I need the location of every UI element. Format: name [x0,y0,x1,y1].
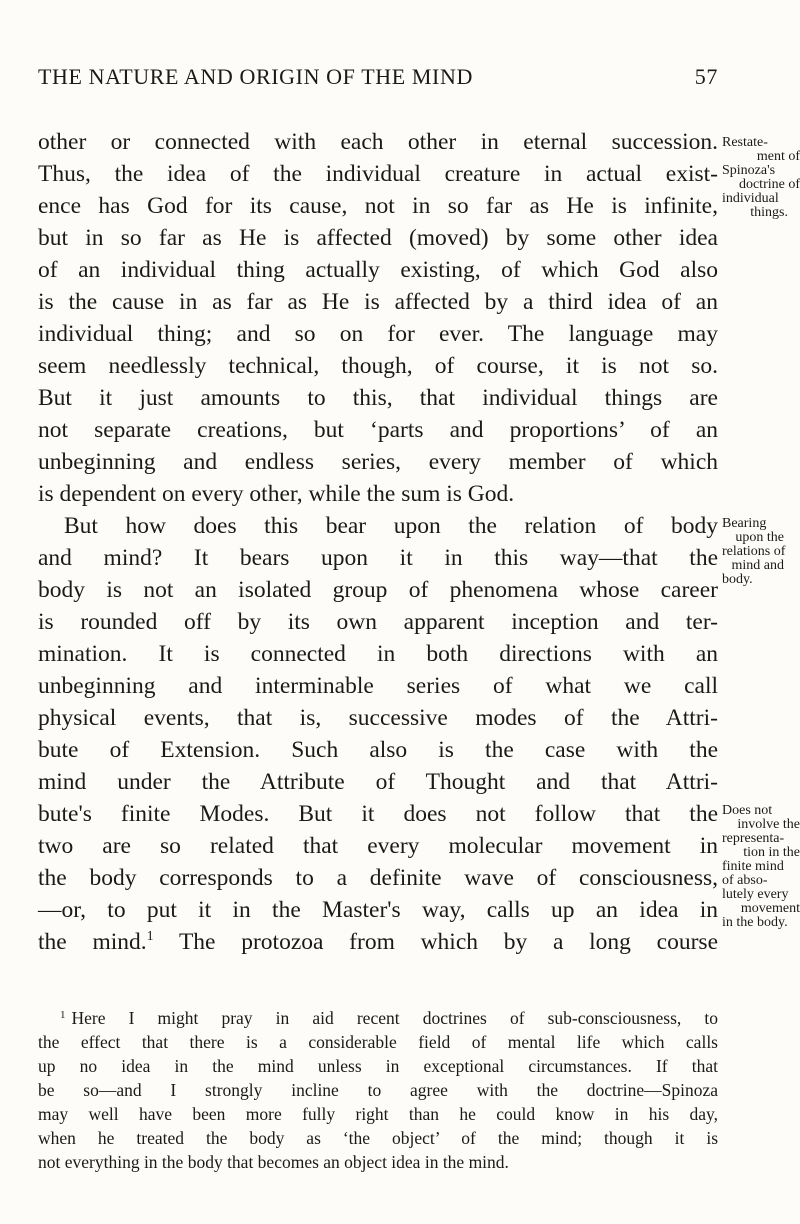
margin-note-line: tion in the [743,845,800,860]
margin-note-line: Restate- [722,135,768,150]
margin-note-line: doctrine of [738,177,800,192]
margin-note-line: movement [740,901,800,916]
text-line: is dependent on every other, while the sum is God. [38,481,515,507]
margin-note-line: representa- [722,831,785,846]
margin-note-restatement [722,136,800,220]
text-fragment: The protozoa from which by a long course [178,929,718,955]
text-line: the body corresponds to a definite wave of consciousness, [38,865,718,891]
margin-note-bearing [722,517,800,587]
text-fragment: the mind. [38,929,147,955]
text-line: but in so far as He is affected (moved) by some other idea [38,225,718,251]
text-line: bute of Extension. Such also is the case with the [38,737,718,763]
footnote-line: the effect that there is a considerable field of mental life which calls [38,1032,718,1052]
text-line: unbeginning and endless series, every member of which [38,449,718,475]
footnote-line: when he treated the body as ‘the object’ of the mind; though it is [38,1128,718,1148]
text-line: and mind? It bears upon it in this way—that the [38,545,718,571]
footnote-line [38,1006,718,1033]
text-line: mind under the Attribute of Thought and that Attri- [38,769,718,795]
footnote-text: Here I might pray in aid recent doctrines of sub-consciousness, to [71,1008,718,1028]
footnote-number: 1 [60,1009,66,1021]
margin-note-line: Bearing [722,516,767,531]
text-line: ence has God for its cause, not in so far as He is infinite, [38,193,718,219]
text-line: body is not an isolated group of phenomena whose career [38,577,718,603]
text-line: —or, to put it in the Master's way, calls up an idea in [38,897,718,923]
footnote-line: up no idea in the mind unless in exceptional circumstances. If that [38,1056,718,1076]
margin-note-line: of abso- [722,873,768,888]
margin-note-line: finite mind [722,859,784,874]
text-line: physical events, that is, successive modes of the Attri- [38,705,718,731]
text-line: unbeginning and interminable series of what we call [38,673,718,699]
text-line: is the cause in as far as He is affected by a third idea of an [38,289,718,315]
text-line: other or connected with each other in eternal succession. [38,129,718,155]
margin-note-line: in the body. [722,915,788,930]
text-line: two are so related that every molecular movement in [38,833,718,859]
page-number: 57 [694,64,718,89]
margin-note-line: involve the [737,817,800,832]
text-line: not separate creations, but ‘parts and proportions’ of an [38,417,718,443]
margin-note-line: things. [750,205,788,220]
margin-note-line: individual [722,191,779,206]
text-line: is rounded off by its own apparent inception and ter- [38,609,718,635]
text-line: bute's finite Modes. But it does not follow that the [38,801,718,827]
footnote-line: may well have been more fully right than he could know in his day, [38,1104,718,1124]
margin-note-line: mind and [731,558,784,573]
text-line-with-footnote-ref [38,926,718,962]
margin-note-line: body. [722,572,753,587]
margin-note-line: Does not [722,803,773,818]
running-title: THE NATURE AND ORIGIN OF THE MIND [38,64,473,89]
footnote-reference: 1 [146,929,154,944]
text-line: mination. It is connected in both directions with an [38,641,718,667]
margin-note-line: upon the [735,530,784,545]
margin-note-line: relations of [722,544,786,559]
running-header [38,64,718,94]
text-line: Thus, the idea of the individual creature in actual exist- [38,161,718,187]
text-line: But how does this bear upon the relation of body [64,513,718,539]
footnote-line: be so—and I strongly incline to agree with the doctrine—Spinoza [38,1080,718,1100]
margin-note-line: ment of [756,149,800,164]
text-line: of an individual thing actually existing, of which God also [38,257,718,283]
text-line: seem needlessly technical, though, of course, it is not so. [38,353,718,379]
margin-note-does-not-involve [722,804,800,930]
text-line: individual thing; and so on for ever. The language may [38,321,718,347]
footnote-line: not everything in the body that becomes an object idea in the mind. [38,1152,509,1172]
margin-note-line: lutely every [722,887,789,902]
text-line: But it just amounts to this, that individual things are [38,385,718,411]
margin-note-line: Spinoza's [722,163,776,178]
